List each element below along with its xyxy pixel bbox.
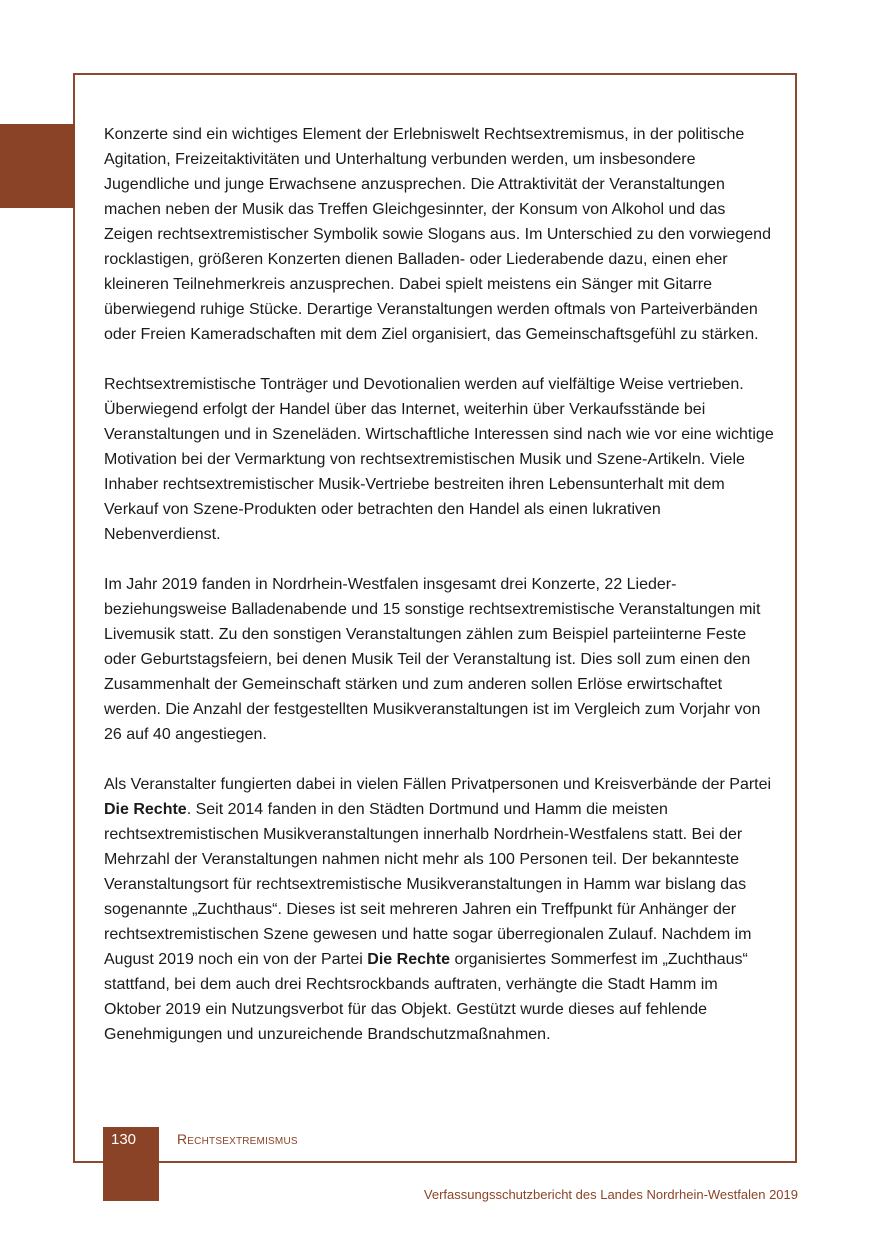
paragraph-4-part-a: Als Veranstalter fungierten dabei in vielen Fällen Privatpersonen und Kreisverbände der Partei [104, 776, 772, 793]
page-number: 130 [111, 1131, 137, 1148]
paragraph-4-part-c: . Seit 2014 fanden in den Städten Dortmund und Hamm die meisten rechtsextremistischen Musikveranstaltungen innerhalb Nordrhein-Westfalens statt. Bei der Mehrzahl der Veranstaltungen nahmen nicht mehr als 100 Personen teil. Der bekannteste Veranstaltungsort für rechtsextremistische Musikveranstaltungen in Hamm war bislang das sogenannte „Zuchthaus“. Dieses ist seit mehreren Jahren ein Treffpunkt für Anhänger der rechtsextremistischen Szene gewesen und hatte sogar überregionalen Zulauf. Nachdem im August 2019 noch ein von der Partei [104, 801, 752, 968]
footer-title: Verfassungsschutzbericht des Landes Nordrhein-Westfalen 2019 [423, 1187, 798, 1202]
paragraph-2: Rechtsextremistische Tonträger und Devotionalien werden auf vielfältige Weise vertrieben. Überwiegend erfolgt der Handel über das Internet, weiterhin über Verkaufsstände bei Veranstaltungen und in Szeneläden. Wirtschaftliche Interessen sind nach wie vor eine wichtige Motivation bei der Vermarktung von rechtsextremistischen Musik und Szene-Artikeln. Viele Inhaber rechtsextremistischer Musik-Vertriebe bestreiten ihren Lebensunterhalt mit dem Verkauf von Szene-Produkten oder betrachten den Handel als einen lukrativen Nebenverdienst. [104, 376, 774, 543]
paragraph-3: Im Jahr 2019 fanden in Nordrhein-Westfalen insgesamt drei Konzerte, 22 Lieder- beziehungsweise Balladenabende und 15 sonstige rechtsextremistische Veranstaltungen mit Livemusik statt. Zu den sonstigen Veranstaltungen zählen zum Beispiel parteiinterne Feste oder Geburtstagsfeiern, bei denen Musik Teil der Veranstaltung ist. Dies soll zum einen den Zusammenhalt der Gemeinschaft stärken und zum anderen sollen Erlöse erwirtschaftet werden. Die Anzahl der festgestellten Musikveranstaltungen ist im Vergleich zum Vorjahr von 26 auf 40 angestiegen. [104, 576, 761, 743]
paragraph-4 [104, 772, 774, 1047]
party-name-die-rechte: Die Rechte [104, 801, 187, 818]
paragraph-4-part-d: organisiertes Sommerfest im „Zuchthaus“ stattfand, bei dem auch drei Rechtsrockbands auftraten, verhängte die Stadt Hamm im Oktober 2019 ein Nutzungsverbot für das Objekt. Gestützt wurde dieses auf fehlende Genehmigungen und unzureichende Brandschutzmaßnahmen. [104, 951, 748, 1043]
section-label: Rechtsextremismus [177, 1131, 298, 1147]
paragraph-1: Konzerte sind ein wichtiges Element der Erlebniswelt Rechtsextremismus, in der politische Agitation, Freizeitaktivitäten und Unterhaltung verbunden werden, um insbesondere Jugendliche und junge Erwachsene anzusprechen. Die Attraktivität der Veranstaltungen machen neben der Musik das Treffen Gleichgesinnter, der Konsum von Alkohol und das Zeigen rechtsextremistischer Symbolik sowie Slogans aus. Im Unterschied zu den vorwiegend rocklastigen, größeren Konzerten dienen Balladen- oder Liederabende dazu, einen eher kleineren Teilnehmerkreis anzusprechen. Dabei spielt meistens ein Sänger mit Gitarre überwiegend ruhige Stücke. Derartige Veranstaltungen werden oftmals von Parteiverbänden oder Freien Kameradschaften mit dem Ziel organisiert, das Gemeinschaftsgefühl zu stärken. [104, 126, 771, 343]
chapter-marker-tab [0, 124, 75, 208]
party-name-die-rechte: Die Rechte [367, 951, 450, 968]
body-text [104, 122, 774, 1072]
